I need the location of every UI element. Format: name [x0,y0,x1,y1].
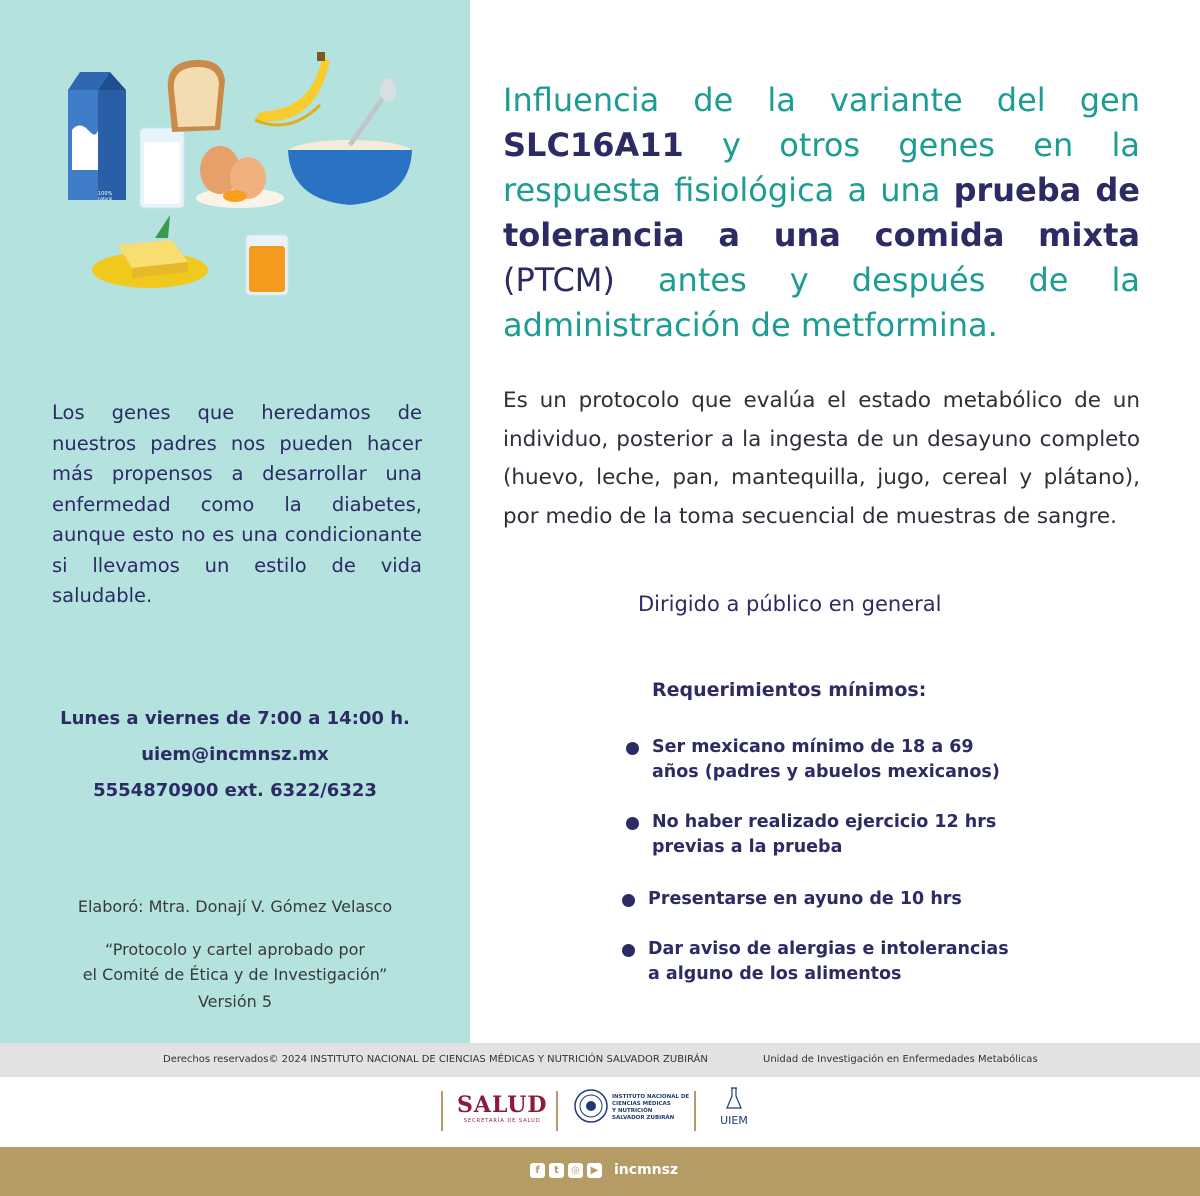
twitter-icon[interactable]: t [549,1163,564,1178]
version-label: Versión 5 [197,992,273,1011]
youtube-icon[interactable]: ▶ [587,1163,602,1178]
copyright-text: Derechos reservados© 2024 INSTITUTO NACIONAL DE CIENCIAS MÉDICAS Y NUTRICIÓN SALVADOR ZUBIRÁN [163,1054,708,1065]
protocol-title [503,78,1140,348]
requirement-item: Dar aviso de alergias e intolerancias a alguno de los alimentos [648,937,1009,987]
instagram-icon[interactable]: ◎ [568,1163,583,1178]
requirements-title: Requerimientos mínimos: [652,679,927,701]
audience-label: Dirigido a público en general [638,592,942,616]
banana-icon [255,52,330,125]
schedule: Lunes a viernes de 7:00 a 14:00 h. [60,708,410,729]
butter-icon [92,215,208,288]
flask-icon [725,1087,743,1111]
left-panel [0,0,470,1043]
logos-row [0,1077,1200,1147]
gene-name: SLC16A11 [503,126,684,164]
salud-logo: SALUD SECRETARÍA DE SALUD [457,1092,548,1124]
bullet-icon [622,894,635,907]
unit-name: Unidad de Investigación en Enfermedades Metabólicas [763,1054,1038,1065]
approval-line-1: “Protocolo y cartel aprobado por [104,940,366,959]
title-part-3: antes y después de la administración de metformina. [503,261,1140,344]
divider [556,1091,558,1131]
milk-glass-icon [140,128,184,208]
breakfast-illustration [60,50,420,300]
divider [441,1091,443,1131]
requirement-item: Presentarse en ayuno de 10 hrs [648,887,962,912]
uiem-logo: UIEM [714,1087,754,1127]
institute-seal-icon [574,1089,608,1123]
requirement-item: Ser mexicano mínimo de 18 a 69 años (padres y abuelos mexicanos) [652,735,1000,785]
author-credit: Elaboró: Mtra. Donají V. Gómez Velasco [77,897,393,916]
milk-carton-icon [68,72,126,201]
email-link[interactable]: uiem@incmnsz.mx [141,744,329,765]
test-name: prueba de tolerancia a una comida mixta [503,171,1141,254]
bread-icon [168,60,225,132]
bullet-icon [622,944,635,957]
svg-text:100%: 100% [98,191,113,197]
svg-text:natural: natural [98,196,113,201]
requirement-item: No haber realizado ejercicio 12 hrs previas a la prueba [652,810,996,860]
copyright-strip [0,1043,1200,1077]
intro-text: Los genes que heredamos de nuestros padres nos pueden hacer más propensos a desarrollar una enfermedad como la diabetes, aunque esto no es una condicionante si llevamos un estilo de vida saludable. [52,401,422,607]
eggs-icon [196,146,284,208]
divider [694,1091,696,1131]
social-bar [0,1147,1200,1196]
institute-name: INSTITUTO NACIONAL DE CIENCIAS MÉDICAS Y NUTRICIÓN SALVADOR ZUBIRÁN [612,1094,690,1121]
facebook-icon[interactable]: f [530,1163,545,1178]
title-part-1: Influencia de la variante del gen [503,81,1140,119]
title-part-2: y otros genes en la respuesta fisiológica a una [503,126,1140,209]
phone-number[interactable]: 5554870900 ext. 6322/6323 [93,780,377,801]
protocol-description: Es un protocolo que evalúa el estado metabólico de un individuo, posterior a la ingesta de un desayuno completo (huevo, leche, pan, mantequilla, jugo, cereal y plátano), por medio de la toma secuencial de muestras de sangre. [503,388,1140,529]
approval-line-2: el Comité de Ética y de Investigación” [82,965,388,984]
social-links [530,1160,678,1180]
orange-juice-icon [246,235,288,295]
bullet-icon [626,817,639,830]
test-abbreviation: (PTCM) [503,261,615,299]
bullet-icon [626,742,639,755]
social-handle[interactable]: incmnsz [614,1162,679,1178]
